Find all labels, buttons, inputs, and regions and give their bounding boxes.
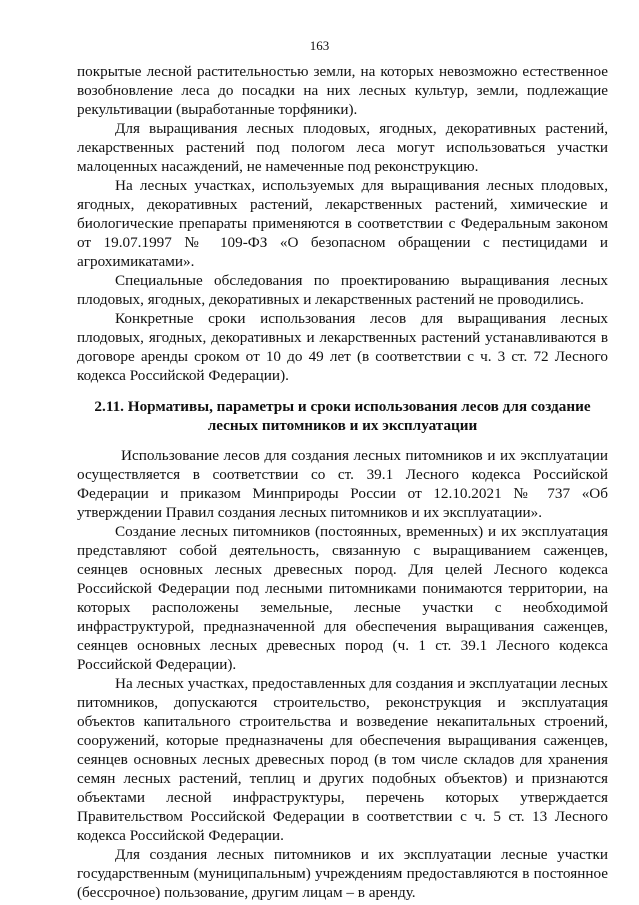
paragraph-berry-plants-canopy: Для выращивания лесных плодовых, ягодных, декоративных растений, лекарственных растений под пологом леса могут использоваться участки малоценных насаждений, не намеченные под реконструкцию. (77, 120, 608, 175)
paragraph-nursery-definition: Создание лесных питомников (постоянных, временных) и их эксплуатация представляют собой деятельность, связанную с выращиванием саженцев, сеянцев основных лесных древесных пород. Для целей Лесного кодекса Российской Федерации под лесными питомниками понимаются территории, на которых расположены земельные, лесные участки с необходимой инфраструктурой, предназначенной для обеспечения выращивания саженцев, сеянцев основных лесных древесных пород (ч. 1 ст. 39.1 Лесного кодекса Российской Федерации). (77, 523, 608, 673)
section-heading-line2: лесных питомников и их эксплуатации (207, 417, 478, 434)
paragraph-chemical-preparations: На лесных участках, используемых для выращивания лесных плодовых, ягодных, декоративных растений, лекарственных растений, химические и биологические препараты применяются в соответствии с Федеральным законом от 19.07.1997 № 109-ФЗ «О безопасном обращении с пестицидами и агрохимикатами». (77, 177, 608, 270)
paragraph-nursery-legal-basis: Использование лесов для создания лесных питомников и их эксплуатации осуществляется в соответствии со ст. 39.1 Лесного кодекса Российской Федерации и приказом Минприроды России от 12.10.2021 № 737 «Об утверждении Правил создания лесных питомников и их эксплуатации». (77, 447, 608, 521)
page-content (77, 62, 608, 902)
paragraph-nursery-land-provision: Для создания лесных питомников и их эксплуатации лесные участки государственным (муниципальным) учреждениям предоставляются в постоянное (бессрочное) пользование, другим лицам – в аренду. (77, 846, 608, 901)
paragraph-continuation: покрытые лесной растительностью земли, на которых невозможно естественное возобновление леса до посадки на них лесных культур, земли, подлежащие рекультивации (выработанные торфяники). (77, 63, 608, 118)
paragraph-special-surveys: Специальные обследования по проектированию выращивания лесных плодовых, ягодных, декоративных и лекарственных растений не проводились. (77, 272, 608, 308)
paragraph-lease-terms: Конкретные сроки использования лесов для выращивания лесных плодовых, ягодных, декоративных и лекарственных растений устанавливаются в договоре аренды сроком от 10 до 49 лет (в соответствии с ч. 3 ст. 72 Лесного кодекса Российской Федерации). (77, 310, 608, 384)
paragraph-nursery-infrastructure: На лесных участках, предоставленных для создания и эксплуатации лесных питомников, допускаются строительство, реконструкция и эксплуатация объектов капитального строительства и возведение некапитальных строений, сооружений, которые предназначены для обеспечения выращивания саженцев, сеянцев основных лесных древесных пород (в том числе складов для хранения семян лесных растений, теплиц и других подобных объектов) и признаются объектами лесной инфраструктуры, перечень которых утверждается Правительством Российской Федерации в соответствии с ч. 5 ст. 13 Лесного кодекса Российской Федерации. (77, 675, 608, 844)
section-heading (77, 397, 608, 435)
section-heading-line1: 2.11. Нормативы, параметры и сроки использования лесов для создание (94, 398, 591, 415)
page-number: 163 (309, 38, 330, 53)
